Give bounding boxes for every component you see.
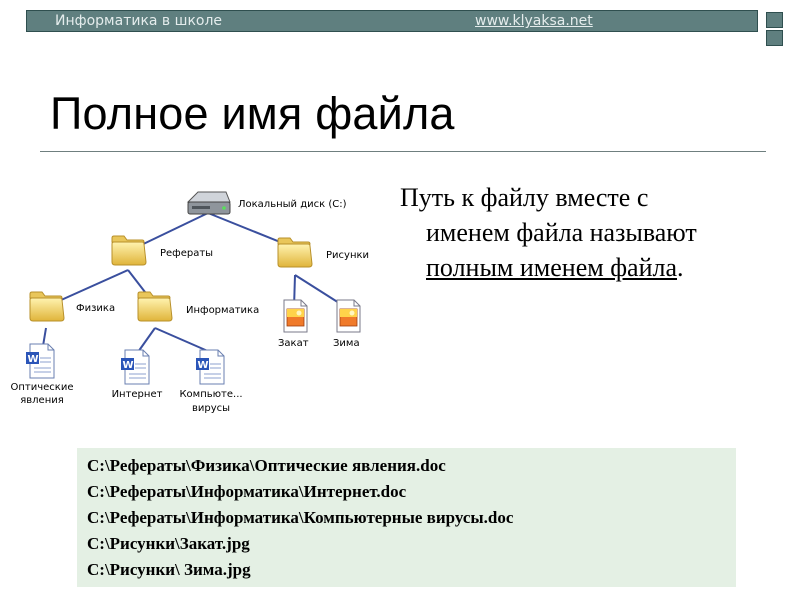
folder-label-informatika: Информатика bbox=[186, 305, 260, 316]
file-label-opticheskie-line1: Оптические bbox=[10, 382, 74, 393]
word-file-icon-opticheskie[interactable] bbox=[26, 344, 54, 378]
folder-label-referaty: Рефераты bbox=[160, 248, 214, 259]
folder-icon-informatika[interactable] bbox=[138, 292, 172, 321]
definition-line-2: именем файла называют bbox=[426, 218, 697, 247]
word-file-icon-internet[interactable] bbox=[121, 350, 149, 384]
path-line: C:\Рисунки\ Зима.jpg bbox=[87, 560, 251, 579]
jpg-file-icon-zakat[interactable] bbox=[284, 300, 307, 332]
file-label-kompyuternye-line1: Компьюте... bbox=[179, 389, 243, 400]
corner-square-bottom bbox=[766, 30, 783, 46]
site-url-link[interactable]: www.klyaksa.net bbox=[475, 13, 593, 29]
folder-icon-referaty[interactable] bbox=[112, 236, 146, 265]
header-bar bbox=[26, 10, 758, 32]
definition-term: полным именем файла bbox=[426, 253, 678, 282]
jpg-file-icon-zima[interactable] bbox=[337, 300, 360, 332]
hard-drive-icon[interactable] bbox=[188, 192, 230, 214]
path-line: C:\Рефераты\Информатика\Интернет.doc bbox=[87, 482, 407, 501]
folder-tree-diagram: W Локальный диск (C:) Рефераты Рисунки Физика Информатика Закат Зима Оптические явления Интернет Компьюте... вирусы bbox=[1, 190, 370, 414]
path-line: C:\Рисунки\Закат.jpg bbox=[87, 534, 250, 553]
page-title: Полное имя файла bbox=[50, 88, 455, 139]
definition-line-3 bbox=[400, 250, 780, 285]
title-divider bbox=[40, 151, 766, 152]
file-label-internet: Интернет bbox=[111, 389, 163, 400]
folder-label-fizika: Физика bbox=[76, 303, 116, 314]
folder-icon-fizika[interactable] bbox=[30, 292, 64, 321]
file-label-zima: Зима bbox=[333, 338, 360, 349]
site-name: Информатика в школе bbox=[55, 13, 223, 29]
folder-icon-risunki[interactable] bbox=[278, 238, 312, 267]
full-paths-box bbox=[77, 448, 736, 587]
folder-label-risunki: Рисунки bbox=[326, 250, 370, 261]
definition-text bbox=[400, 180, 780, 285]
corner-square-top bbox=[766, 12, 783, 28]
path-line: C:\Рефераты\Физика\Оптические явления.doc bbox=[87, 456, 446, 475]
file-label-opticheskie-line2: явления bbox=[20, 395, 64, 406]
file-label-zakat: Закат bbox=[278, 338, 309, 349]
root-drive-label: Локальный диск (C:) bbox=[238, 199, 347, 210]
path-line: C:\Рефераты\Информатика\Компьютерные вирусы.doc bbox=[87, 508, 514, 527]
definition-period: . bbox=[677, 253, 684, 282]
file-label-kompyuternye-line2: вирусы bbox=[191, 403, 231, 414]
definition-line-1: Путь к файлу вместе с bbox=[400, 183, 649, 212]
word-file-icon-kompyuternye[interactable] bbox=[196, 350, 224, 384]
